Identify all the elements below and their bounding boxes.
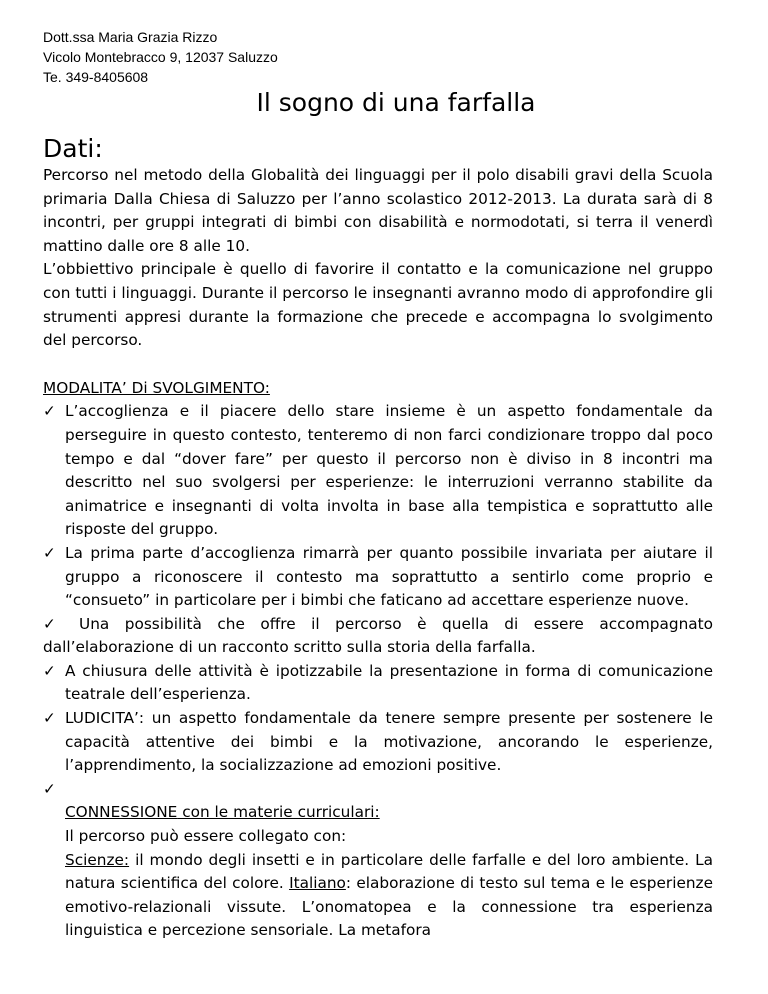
author-phone: Te. 349-8405608	[43, 69, 149, 85]
connessione-heading: CONNESSIONE con le materie curriculari:	[65, 803, 380, 822]
checkmark-icon: ✓	[43, 779, 56, 798]
italiano-label: Italiano	[289, 874, 346, 893]
checkmark-icon: ✓	[43, 661, 56, 680]
bullet-text: L’accoglienza e il piacere dello stare insieme è un aspetto fondamentale da perseguire in questo contesto, tenteremo di non farci condizionare troppo dal poco tempo e dal “dover fare” per questo il percorso non è diviso in 8 incontri ma descritto nel suo svolgersi per esperienze: le interruzioni verranno stabilite da animatrice e insegnanti di volta involta in base alla tempistica e soprattutto alle risposte del gruppo.	[65, 402, 713, 539]
bullet-text: LUDICITA’: un aspetto fondamentale da tenere sempre presente per sostenere le capacità attentive dei bimbi e la motivazione, ancorando le esperienze, l’apprendimento, la socializzazione ad emozioni positive.	[65, 709, 713, 775]
paragraph-objective: L’obbiettivo principale è quello di favorire il contatto e la comunicazione nel gruppo con tutti i linguaggi. Durante il percorso le insegnanti avranno modo di approfondire gli strumenti appresi durante la formazione che precede e accompagna lo svolgimento del percorso.	[43, 260, 713, 350]
bullet-text: A chiusura delle attività è ipotizzabile la presentazione in forma di comunicazione teatrale dell’esperienza.	[65, 661, 713, 704]
document-body	[43, 164, 713, 943]
bullet-item-empty	[43, 778, 713, 802]
section-heading-dati: Dati:	[43, 134, 103, 163]
bullet-text: Una possibilità che offre il percorso è quella di essere accompagnato dall’elaborazione di un racconto scritto sulla storia della farfalla.	[43, 614, 713, 657]
document-title: Il sogno di una farfalla	[256, 88, 536, 117]
checkmark-icon: ✓	[43, 543, 56, 562]
author-name: Dott.ssa Maria Grazia Rizzo	[43, 29, 218, 45]
bullet-text: La prima parte d’accoglienza rimarrà per quanto possibile invariata per aiutare il gruppo a riconoscere il contesto ma soprattutto a sentirlo come proprio e “consueto” in particolare per i bimbi che faticano ad accettare esperienze nuove.	[65, 543, 713, 610]
letterhead	[43, 27, 278, 87]
connessione-intro: Il percorso può essere collegato con:	[65, 827, 347, 846]
bullet-item	[43, 542, 713, 613]
connessione-details: Scienze: il mondo degli insetti e in particolare delle farfalle e del loro ambiente. La natura scientifica del colore. Italiano: elaborazione di testo sul tema e le esperienze emotivo-relazionali vissute. L’onomatopea e la connessione tra esperienza linguistica e percezione sensoriale. La metafora	[65, 850, 713, 940]
modalita-heading: MODALITA’ Di SVOLGIMENTO:	[43, 378, 270, 397]
scienze-label: Scienze:	[65, 850, 130, 869]
bullet-item	[43, 660, 713, 707]
checkmark-icon: ✓	[43, 709, 56, 728]
bullet-item-hanging	[43, 613, 713, 660]
bullet-item	[43, 400, 713, 542]
checkmark-icon: ✓	[43, 402, 56, 421]
checkmark-icon: ✓	[43, 614, 56, 633]
bullet-item	[43, 707, 713, 778]
connessione-section	[43, 801, 713, 943]
paragraph-intro: Percorso nel metodo della Globalità dei linguaggi per il polo disabili gravi della Scuola primaria Dalla Chiesa di Saluzzo per l’anno scolastico 2012-2013. La durata sarà di 8 incontri, per gruppi integrati di bimbi con disabilità e normodotati, si terra il venerdì mattino dalle ore 8 alle 10.	[43, 166, 713, 255]
author-address: Vicolo Montebracco 9, 12037 Saluzzo	[43, 49, 278, 65]
